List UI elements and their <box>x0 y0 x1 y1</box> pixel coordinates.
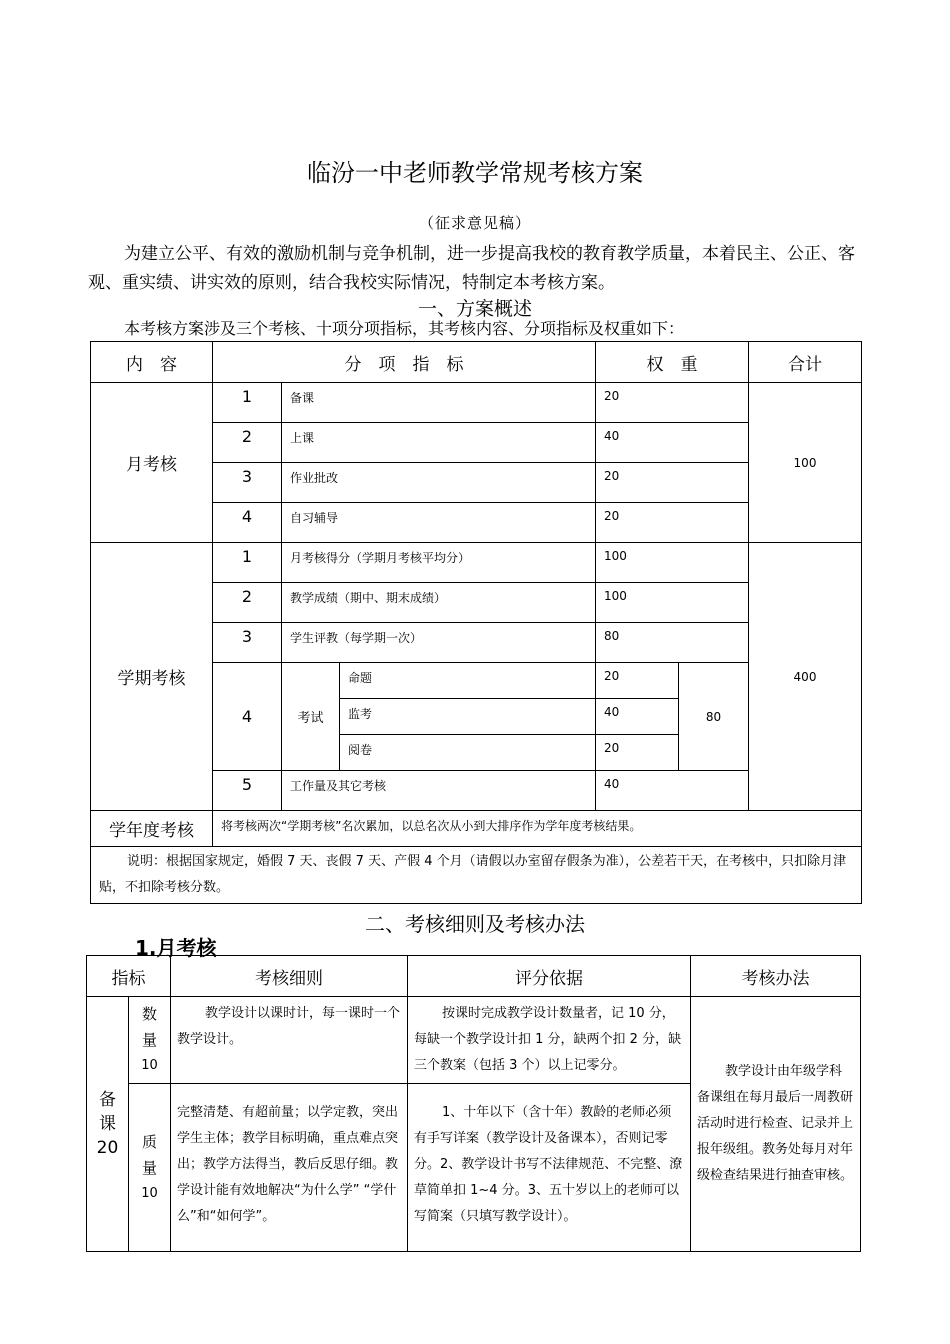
header-indicator: 分 项 指 标 <box>213 342 596 383</box>
header-detail: 考核细则 <box>171 956 408 997</box>
item-weight: 40 <box>596 423 749 463</box>
section2-heading: 二、考核细则及考核办法 <box>365 912 585 936</box>
item-weight: 20 <box>596 383 749 423</box>
exam-sub-weight: 20 <box>596 663 679 699</box>
item-number: 2 <box>213 583 282 623</box>
method-cell: 教学设计由年级学科备课组在每月最后一周教研活动时进行检查、记录并上报年级组。教务处每月对年级检查结果进行抽查审核。 <box>691 997 861 1252</box>
exam-number: 4 <box>213 663 282 771</box>
basis-cell: 按课时完成教学设计数量者，记 10 分，每缺一个教学设计扣 1 分，缺两个扣 2 分，缺三个教案（包括 3 个）以上记零分。 <box>408 997 691 1084</box>
monthly-label: 月考核 <box>91 383 213 543</box>
table-header-row <box>87 956 861 997</box>
item-number: 4 <box>213 503 282 543</box>
intro-paragraph: 为建立公平、有效的激励机制与竞争机制，进一步提高我校的教育教学质量，本着民主、公正、客观、重实绩、讲实效的原则，结合我校实际情况，特制定本考核方案。 <box>88 244 855 293</box>
sub-indicator-char: 10 <box>141 1185 158 1201</box>
note-text: 说明：根据国家规定，婚假 7 天、丧假 7 天、产假 4 个月（请假以办室留存假条为准），公差若干天，在考核中，只扣除月津贴，不扣除考核分数。 <box>91 847 862 904</box>
item-name: 月考核得分（学期月考核平均分） <box>282 543 596 583</box>
indicator-char: 20 <box>96 1138 119 1158</box>
table-row <box>91 543 862 583</box>
header-indicator: 指标 <box>87 956 171 997</box>
item-weight: 40 <box>596 771 749 811</box>
detail-table <box>86 955 861 1252</box>
semester-total: 400 <box>749 543 862 811</box>
exam-sub-name: 阅卷 <box>340 735 596 771</box>
header-method: 考核办法 <box>691 956 861 997</box>
header-weight: 权 重 <box>596 342 749 383</box>
item-number: 2 <box>213 423 282 463</box>
page-subtitle: （征求意见稿） <box>418 214 531 232</box>
sub-indicator-quantity <box>129 997 171 1084</box>
exam-label: 考试 <box>282 663 340 771</box>
detail-cell: 教学设计以课时计，每一课时一个教学设计。 <box>171 997 408 1084</box>
item-weight: 80 <box>596 623 749 663</box>
exam-sub-weight: 20 <box>596 735 679 771</box>
sub-indicator-char: 量 <box>141 1031 157 1049</box>
exam-sub-name: 命题 <box>340 663 596 699</box>
item-name: 自习辅导 <box>282 503 596 543</box>
exam-sub-name: 监考 <box>340 699 596 735</box>
sub-indicator-char: 质 <box>141 1132 157 1151</box>
annual-label: 学年度考核 <box>91 811 213 847</box>
sub-indicator-char: 量 <box>141 1158 157 1177</box>
basis-cell: 1、十年以下（含十年）教龄的老师必须有手写详案（教学设计及备课本），否则记零分。2、教学设计书写不法律规范、不完整、潦草简单扣 1~4 分。3、五十岁以上的老师可以写简案（只填写教学设计）。 <box>408 1084 691 1252</box>
indicator-char: 备 <box>99 1090 116 1110</box>
annual-text: 将考核两次“学期考核”名次累加，以总名次从小到大排序作为学年度考核结果。 <box>213 811 862 847</box>
item-number: 3 <box>213 463 282 503</box>
header-content: 内 容 <box>91 342 213 383</box>
item-weight: 20 <box>596 463 749 503</box>
indicator-char: 课 <box>99 1114 116 1134</box>
sub-indicator-quality <box>129 1084 171 1252</box>
item-weight: 100 <box>596 583 749 623</box>
section2-subheading: 1.月考核 <box>135 936 217 960</box>
semester-label: 学期考核 <box>91 543 213 811</box>
sub-indicator-char: 10 <box>141 1058 158 1073</box>
overview-table <box>90 341 862 904</box>
header-total: 合计 <box>749 342 862 383</box>
item-number: 5 <box>213 771 282 811</box>
item-number: 3 <box>213 623 282 663</box>
table-header-row <box>91 342 862 383</box>
item-number: 1 <box>213 543 282 583</box>
item-weight: 20 <box>596 503 749 543</box>
exam-total: 80 <box>679 663 749 771</box>
detail-cell: 完整清楚、有超前量；以学定教，突出学生主体；教学目标明确，重点难点突出；教学方法得当，教后反思仔细。教学设计能有效地解决“为什么学” “学什么”和“如何学”。 <box>171 1084 408 1252</box>
item-name: 作业批改 <box>282 463 596 503</box>
table-row <box>91 811 862 847</box>
header-basis: 评分依据 <box>408 956 691 997</box>
table-row <box>91 383 862 423</box>
table-row <box>87 997 861 1084</box>
item-weight: 100 <box>596 543 749 583</box>
monthly-total: 100 <box>749 383 862 543</box>
section1-heading: 一、方案概述 <box>417 298 532 320</box>
page-title: 临汾一中老师教学常规考核方案 <box>307 159 643 187</box>
indicator-prep <box>87 997 129 1252</box>
table-row <box>91 847 862 904</box>
item-name: 备课 <box>282 383 596 423</box>
exam-sub-weight: 40 <box>596 699 679 735</box>
item-name: 上课 <box>282 423 596 463</box>
item-number: 1 <box>213 383 282 423</box>
item-name: 教学成绩（期中、期末成绩） <box>282 583 596 623</box>
section1-intro: 本考核方案涉及三个考核、十项分项指标，其考核内容、分项指标及权重如下： <box>124 319 685 338</box>
item-name: 学生评教（每学期一次） <box>282 623 596 663</box>
item-name: 工作量及其它考核 <box>282 771 596 811</box>
sub-indicator-char: 数 <box>141 1005 157 1023</box>
